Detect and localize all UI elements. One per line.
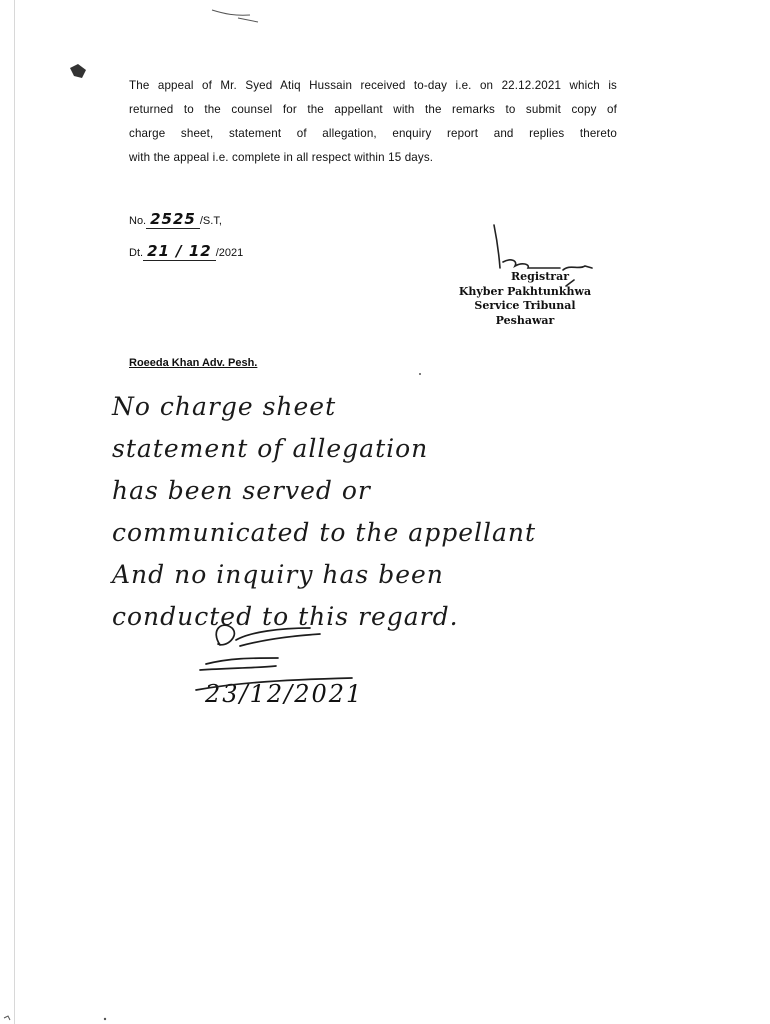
ref-no-handwritten: 2525 [146,210,200,229]
ref-dt-prefix: Dt. [129,247,144,259]
registrar-signature [494,225,592,286]
handwritten-line: statement of allegation [112,434,429,463]
letter-body-line: The appeal of Mr. Syed Atiq Hussain received to-day i.e. on 22.12.2021 which is [129,79,617,92]
ref-dt-handwritten: 21 / 12 [143,242,216,261]
margin-dot-mark [419,373,421,375]
letter-body-line: charge sheet, statement of allegation, enquiry report and replies thereto [129,127,617,140]
registrar-line: Service Tribunal [474,299,576,312]
ref-no-prefix: No. [129,215,147,227]
handwritten-date: 23/12/2021 [205,680,364,708]
handwritten-signature [196,625,352,690]
counsel-name: Roeeda Khan Adv. Pesh. [129,357,258,369]
registrar-title: Registrar [510,270,569,283]
registrar-line: Peshawar [495,313,555,327]
handwritten-line: And no inquiry has been [112,560,444,589]
handwritten-line: communicated to the appellant [112,518,537,547]
corner-ink-mark [70,64,86,78]
letter-body-line: returned to the counsel for the appellant with the remarks to submit copy of [129,103,617,116]
ref-no-suffix: /S.T, [199,215,222,227]
ref-dt-suffix: /2021 [215,247,244,259]
handwritten-line: has been served or [112,476,371,505]
registrar-line: Khyber Pakhtunkhwa [458,284,592,298]
bottom-dot-mark [104,1018,106,1020]
handwritten-line: conducted to this regard. [112,602,459,631]
bottom-edge-mark [4,1016,10,1020]
letter-body-line: with the appeal i.e. complete in all respect within 15 days. [129,151,434,164]
top-scribble-mark [212,10,258,22]
handwritten-line: No charge sheet [112,392,337,421]
